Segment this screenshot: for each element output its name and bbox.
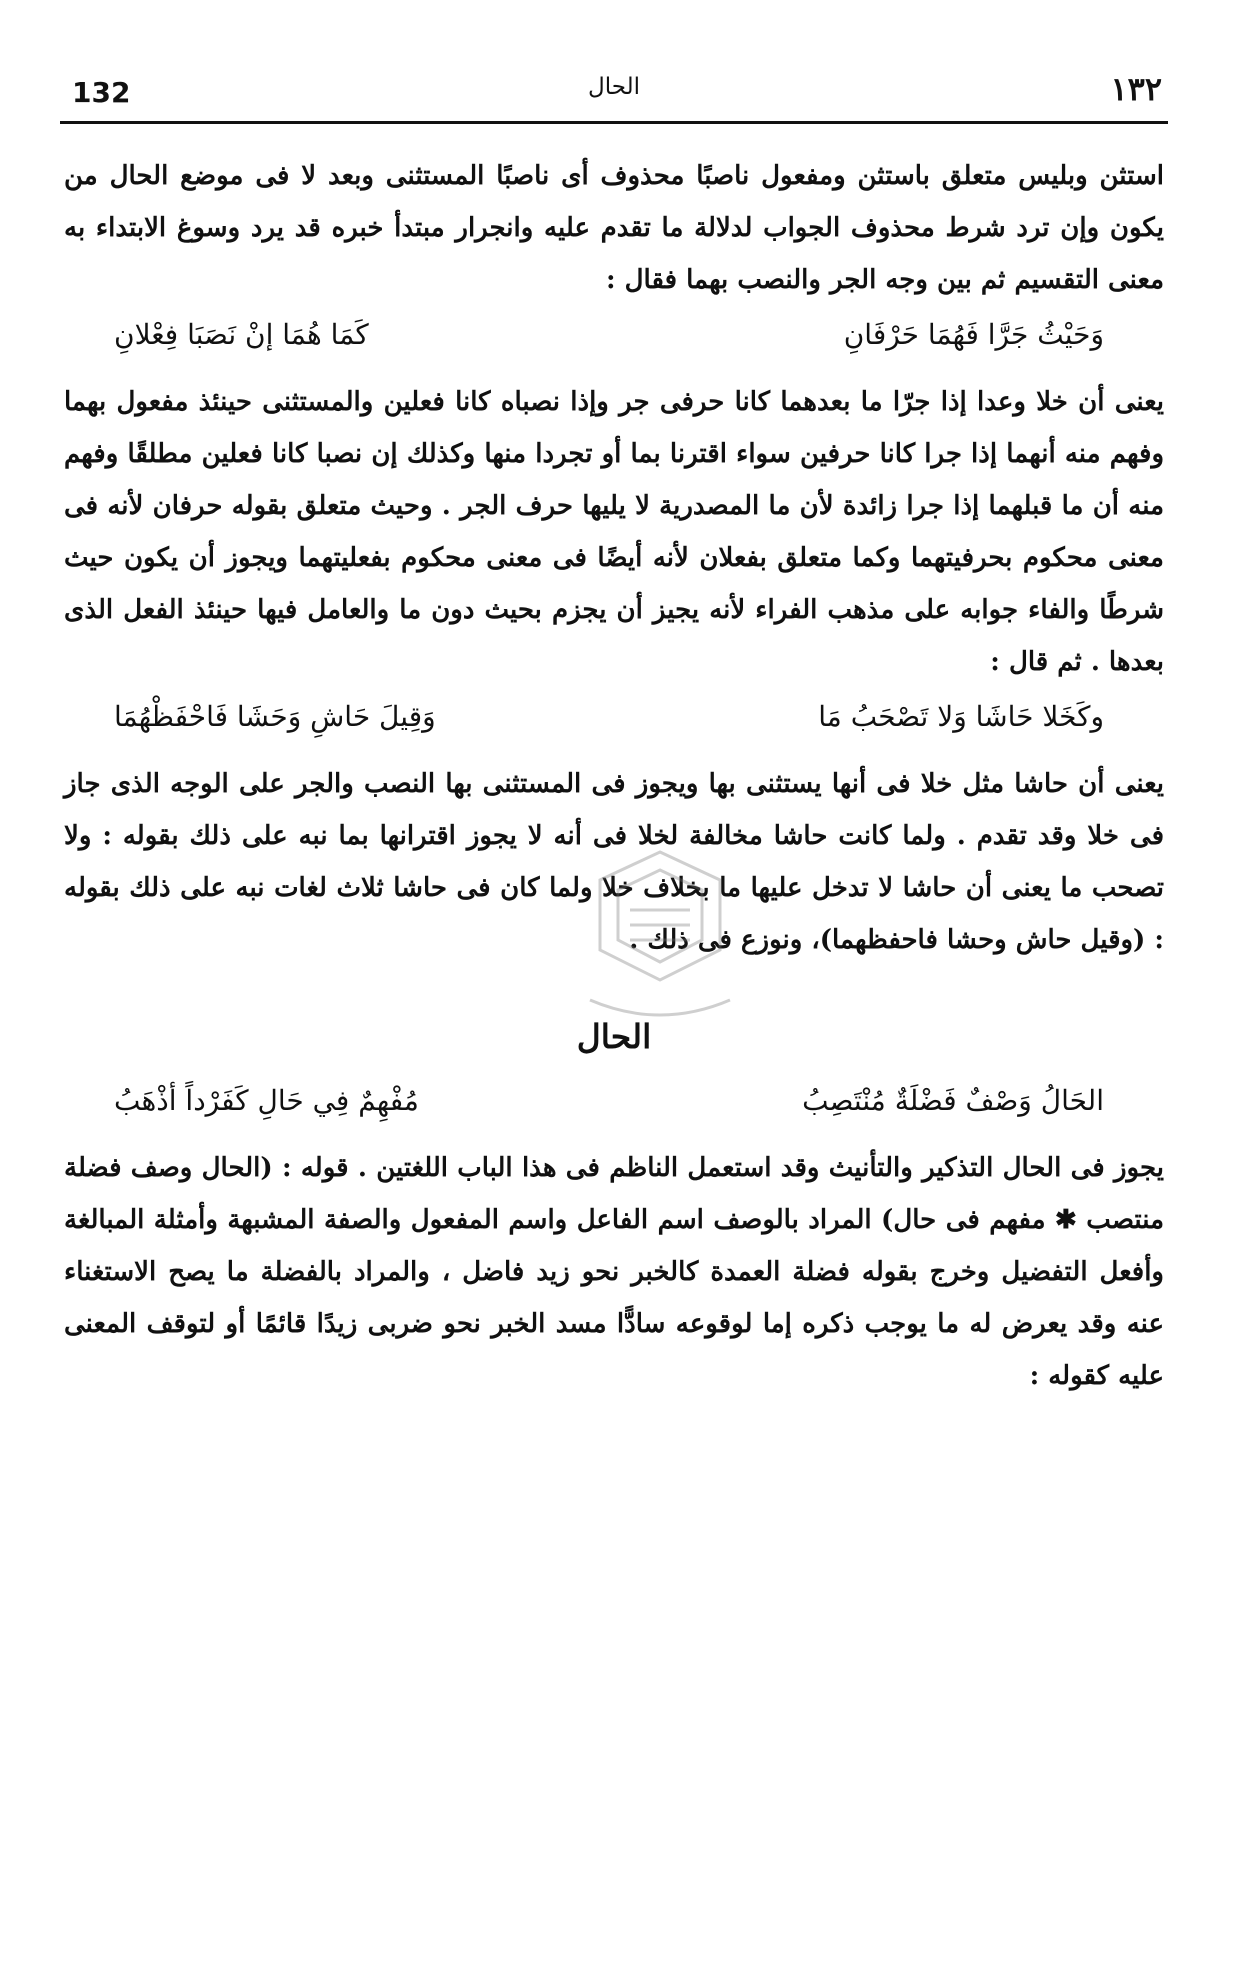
paragraph-3: يعنى أن حاشا مثل خلا فى أنها يستثنى بها ويجوز فى المستثنى بها النصب والجر على الوجه الذى جاز فى خلا وقد تقدم . ولما كانت حاشا مخالفة لخلا فى أنه لا يجوز اقترانها بما نبه على ذلك بقوله : ولا تصحب ما يعنى أن حاشا لا تدخل عليها ما بخلاف خلا ولما كان فى حاشا ثلاث لغات نبه على ذلك بقوله : (وقيل حاش وحشا فاحفظهما)، ونوزع فى ذلك . (64, 769, 1164, 955)
verse-3-first-hemistich: الحَالُ وَصْفٌ فَضْلَةٌ مُنْتَصِبُ (802, 1084, 1104, 1117)
paragraph-4: يجوز فى الحال التذكير والتأنيث وقد استعمل الناظم فى هذا الباب اللغتين . قوله : (الحال وصف فضلة منتصب ✱ مفهم فى حال) المراد بالوصف اسم الفاعل واسم المفعول والصفة المشبهة وأمثلة المبالغة وأفعل التفضيل وخرج بقوله فضلة العمدة كالخبر نحو زيد فاضل ، والمراد بالفضلة ما يصح الاستغناء عنه وقد يعرض له ما يوجب ذكره إما لوقوعه سادًّا مسد الخبر نحو ضربى زيدًا قائمًا أو لتوقف المعنى عليه كقوله : (64, 1153, 1164, 1391)
verse-1-first-hemistich: وَحَيْثُ جَرَّا فَهُمَا حَرْفَانِ (843, 318, 1104, 351)
verse-2-first-hemistich: وكَخَلا حَاشَا وَلا تَصْحَبُ مَا (818, 700, 1104, 733)
library-watermark-logo (560, 840, 760, 1030)
page-number-latin: 132 (72, 76, 131, 109)
page-body (64, 150, 1164, 1402)
header-divider (60, 121, 1168, 124)
paragraph-1: استثن وبليس متعلق باستثن ومفعول ناصبًا محذوف أى ناصبًا المستثنى وبعد لا فى موضع الحال من يكون وإن ترد شرط محذوف الجواب لدلالة ما تقدم عليه وانجرار مبتدأ خبره قد يرد وسوغ الابتداء به معنى التقسيم ثم بين وجه الجر والنصب بهما فقال : (64, 161, 1164, 295)
verse-2 (64, 688, 1164, 758)
page-number-arabic: ١٣٢ (1110, 70, 1162, 108)
section-heading: الحال (576, 1017, 652, 1056)
verse-3 (64, 1072, 1164, 1142)
verse-2-second-hemistich: وَقِيلَ حَاشِ وَحَشَا فَاحْفَظْهُمَا (114, 700, 436, 733)
page-header (60, 64, 1168, 124)
verse-1 (64, 306, 1164, 376)
paragraph-2: يعنى أن خلا وعدا إذا جرّا ما بعدهما كانا حرفى جر وإذا نصباه كانا فعلين والمستثنى حينئذ مفعول بهما وفهم منه أنهما إذا جرا كانا حرفين سواء اقترنا بما أو تجردا منها وكذلك إن نصبا كانا فعلين مطلقًا وفهم منه أن ما قبلهما إذا جرا زائدة لأن ما المصدرية لا يليها حرف الجر . وحيث متعلق بقوله حرفان لأنه فى معنى محكوم بحرفيتهما وكما متعلق بفعلان لأنه أيضًا فى معنى محكوم بفعليتهما ويجوز أن يكون حيث شرطًا والفاء جوابه على مذهب الفراء لأنه يجيز أن يجزم بحيث دون ما والعامل فيها حينئذ الفعل الذى بعدها . ثم قال : (64, 387, 1164, 677)
running-title: الحال (588, 74, 640, 100)
verse-1-second-hemistich: كَمَا هُمَا إنْ نَصَبَا فِعْلانِ (114, 318, 369, 351)
verse-3-second-hemistich: مُفْهِمٌ فِي حَالِ كَفَرْداً أذْهَبُ (114, 1084, 419, 1117)
